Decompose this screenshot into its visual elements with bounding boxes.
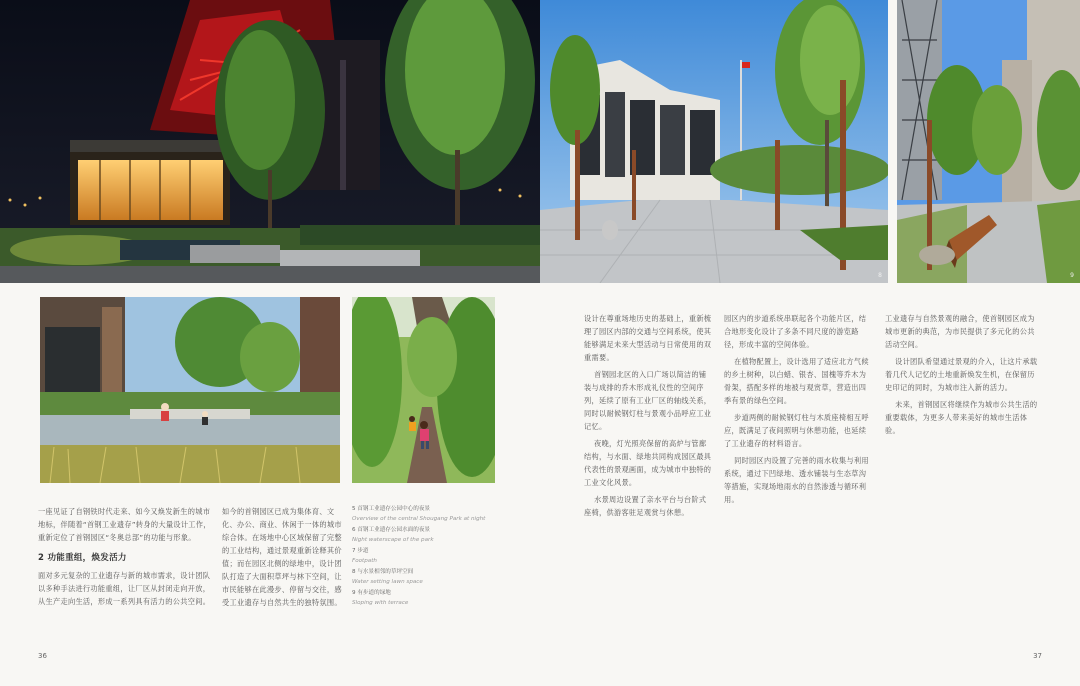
- right-text-column-3: [885, 312, 1040, 441]
- photo-plaza: [540, 0, 888, 283]
- photo-bamboo-path: [352, 297, 495, 483]
- caption-8-en: Water setting lawn space: [352, 578, 423, 585]
- photo-bench-path: [897, 0, 1080, 283]
- plaza-illustration: [540, 0, 888, 283]
- right-col3-para-2: 设计团队希望通过景观的介入，让这片承载着几代人记忆的土地重新焕发生机，在保留历史印记的同时，为城市注入新的活力。: [885, 357, 1038, 392]
- photo-night-park: [0, 0, 540, 283]
- caption-5: [352, 505, 492, 524]
- left-text-column-1: [38, 505, 213, 612]
- right-col1-para-2: 首钢园北区的入口广场以简洁的铺装与成排的乔木形成礼仪性的空间序列，延续了原有工业厂区的轴线关系，同时以耐候钢灯柱与景观小品呼应工业记忆。: [584, 370, 712, 431]
- right-col2-para-2: 在植物配置上，设计选用了适应北方气候的乡土树种，以白蜡、银杏、国槐等乔木为骨架，搭配多样的地被与观赏草，营造出四季有景的绿色空间。: [724, 357, 869, 405]
- page-number-right: 37: [1033, 652, 1042, 660]
- section-heading: 2 功能重组，焕发活力: [38, 553, 127, 563]
- bamboo-path-illustration: [352, 297, 495, 483]
- caption-9-en: Sloping with terrace: [352, 599, 409, 606]
- water-kids-illustration: [40, 297, 340, 483]
- caption-6-cn: 6 首钢工业遗存公园水面的夜景: [352, 527, 431, 533]
- night-park-illustration: [0, 0, 540, 283]
- right-col1-para-1: 设计在尊重场地历史的基础上，重新梳理了园区内部的交通与空间系统，使其能够满足未来大型活动与日常使用的双重需要。: [584, 314, 712, 362]
- photo-water-kids: [40, 297, 340, 483]
- caption-6-en: Night waterscape of the park: [352, 536, 434, 543]
- caption-9-cn: 9 有步道的绿地: [352, 590, 391, 596]
- right-col1-para-4: 水景周边设置了亲水平台与台阶式座椅，供游客驻足观赏与休憩。: [584, 495, 707, 517]
- caption-7-cn: 7 步道: [352, 548, 369, 554]
- right-col2-para-1: 园区内的步道系统串联起各个功能片区，结合地形变化设计了多条不同尺度的游览路径，形成丰富的空间体验。: [724, 314, 867, 349]
- right-col3-para-1: 工业遗存与自然景观的融合，使首钢园区成为城市更新的典范，为市民提供了多元化的公共活动空间。: [885, 314, 1035, 349]
- left-col1-para-2: 面对多元复杂的工业遗存与新的城市需求，设计团队以多种手法进行功能重组，让厂区从封闭走向开放，从生产走向生活，形成一系列具有活力的公共空间。: [38, 571, 211, 606]
- right-text-column-2: [724, 312, 872, 510]
- caption-9: [352, 589, 492, 608]
- right-col1-para-3: 夜晚，灯光照亮保留的高炉与管廊结构，与水面、绿地共同构成园区最具代表性的景观画面，成为城市中独特的工业文化风景。: [584, 439, 712, 487]
- caption-8-cn: 8 与水景相邻的草坪空间: [352, 569, 414, 575]
- captions-block: [352, 505, 492, 610]
- photo-number-8: 8: [878, 272, 882, 279]
- right-col3-para-3: 未来，首钢园区将继续作为城市公共生活的重要载体，为更多人带来美好的城市生活体验。: [885, 400, 1038, 435]
- right-col2-para-3: 步道两侧的耐候钢灯柱与木质座椅相互呼应，既满足了夜间照明与休憩功能，也延续了工业遗存的材料语言。: [724, 413, 869, 448]
- right-col2-para-4: 同时园区内设置了完善的雨水收集与利用系统，通过下凹绿地、透水铺装与生态草沟等措施，实现场地雨水的自然渗透与循环利用。: [724, 456, 869, 504]
- right-page: [540, 0, 1080, 686]
- caption-5-en: Overview of the central Shougang Park at night: [352, 515, 486, 522]
- right-text-column-1: [584, 312, 712, 523]
- page-number-left: 36: [38, 652, 47, 660]
- caption-7: [352, 547, 492, 566]
- caption-7-en: Footpath: [352, 557, 377, 564]
- left-text-column-2: [222, 505, 342, 613]
- caption-8: [352, 568, 492, 587]
- caption-6: [352, 526, 492, 545]
- left-col1-para-1: 一座见证了自钢铁时代走来、如今又焕发新生的城市地标，伴随着“首钢工业遗存”转身的大量设计工作，重新定位了首钢园区“冬奥总部”的功能与形象。: [38, 507, 211, 542]
- bench-path-illustration: [897, 0, 1080, 283]
- left-col2-para-1: 如今的首钢园区已成为集体育、文化、办公、商业、休闲于一体的城市综合体。在场地中心区域保留了完整的工业结构，通过景观重新诠释其价值；而在园区北侧的绿地中，设计团队打造了大面积草坪与林下空间，让市民能够在此漫步、停留与交往，感受工业遗存与自然共生的独特氛围。: [222, 507, 342, 607]
- caption-5-cn: 5 首钢工业遗存公园中心的夜景: [352, 506, 431, 512]
- photo-number-9: 9: [1070, 272, 1074, 279]
